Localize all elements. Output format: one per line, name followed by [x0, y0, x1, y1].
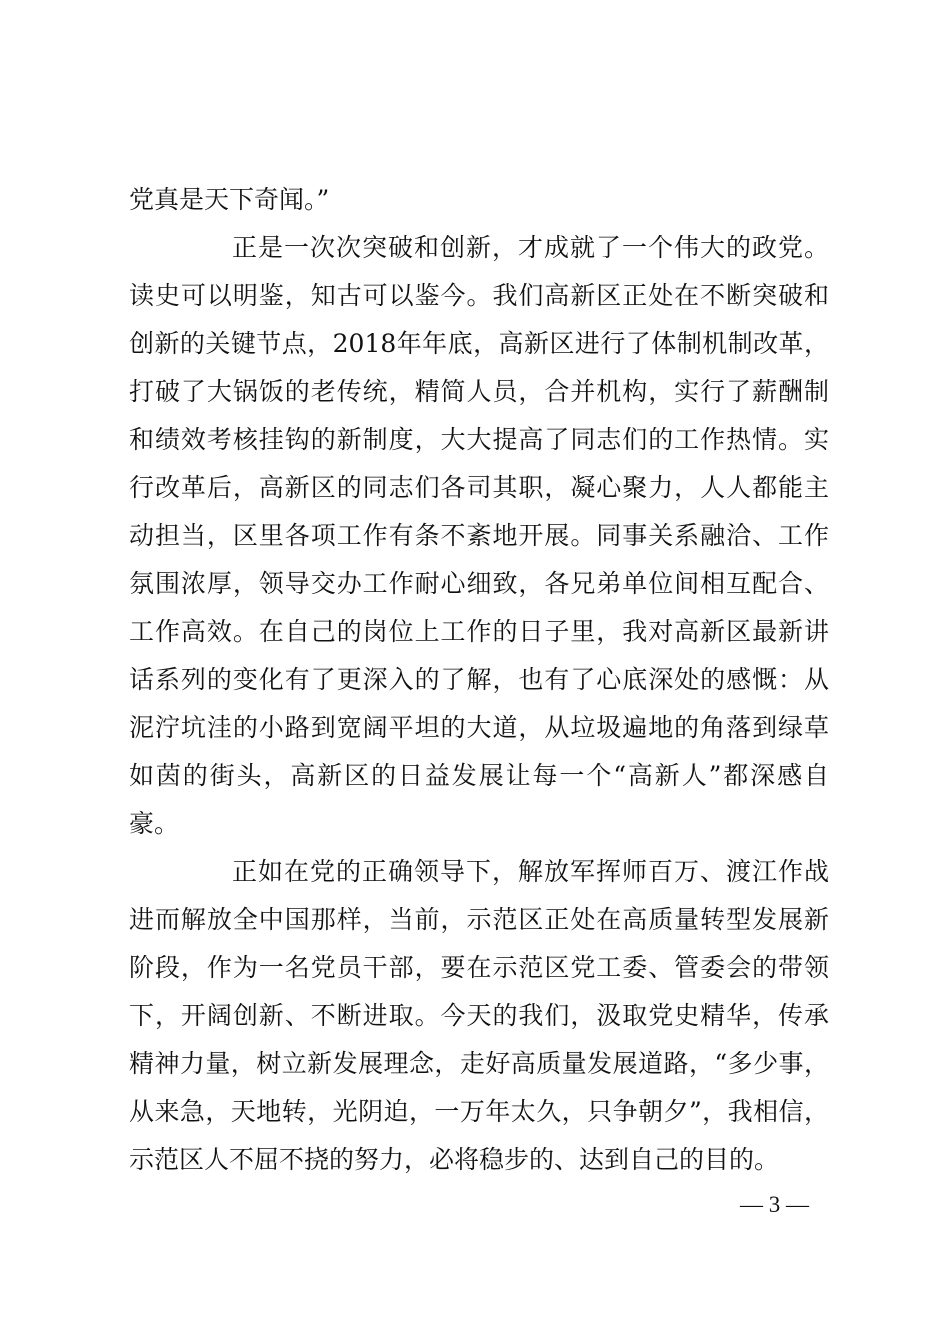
paragraph-2-line-9: 工作高效。在自己的岗位上工作的日子里，我对高新区最新讲	[129, 617, 829, 646]
paragraph-2-line-8: 氛围浓厚，领导交办工作耐心细致，各兄弟单位间相互配合、	[129, 569, 829, 598]
paragraph-2-line-2: 读史可以明鉴，知古可以鉴今。我们高新区正处在不断突破和	[129, 281, 829, 310]
paragraph-2-line-4: 打破了大锅饭的老传统，精简人员，合并机构，实行了薪酬制	[129, 377, 829, 406]
paragraph-2-line-3: 创新的关键节点，2018年年底，高新区进行了体制机制改革，	[129, 329, 829, 358]
paragraph-2-line-1: 正是一次次突破和创新，才成就了一个伟大的政党。	[232, 233, 829, 262]
paragraph-2-line-12: 如茵的街头，高新区的日益发展让每一个“高新人”都深感自	[129, 761, 829, 790]
paragraph-3-line-2: 进而解放全中国那样，当前，示范区正处在高质量转型发展新	[129, 905, 829, 934]
page-number: — 3 —	[740, 1192, 809, 1217]
paragraph-3-line-7: 示范区人不屈不挠的努力，必将稳步的、达到自己的目的。	[129, 1145, 780, 1174]
paragraph-1-line-1: 党真是天下奇闻。”	[129, 185, 330, 214]
paragraph-2-line-11: 泥泞坑洼的小路到宽阔平坦的大道，从垃圾遍地的角落到绿草	[129, 713, 829, 742]
paragraph-2-line-6: 行改革后，高新区的同志们各司其职，凝心聚力，人人都能主	[129, 473, 829, 502]
paragraph-2-line-5: 和绩效考核挂钩的新制度，大大提高了同志们的工作热情。实	[129, 425, 829, 454]
paragraph-2-line-10: 话系列的变化有了更深入的了解，也有了心底深处的感慨：从	[129, 665, 829, 694]
paragraph-2-line-7: 动担当，区里各项工作有条不紊地开展。同事关系融洽、工作	[129, 521, 829, 550]
paragraph-3-line-4: 下，开阔创新、不断进取。今天的我们，汲取党史精华，传承	[129, 1001, 829, 1030]
paragraph-3-line-6: 从来急，天地转，光阴迫，一万年太久，只争朝夕”，我相信，	[129, 1097, 829, 1126]
paragraph-3-line-5: 精神力量，树立新发展理念，走好高质量发展道路，“多少事，	[129, 1049, 829, 1078]
paragraph-2-line-13: 豪。	[129, 809, 180, 838]
paragraph-3-line-3: 阶段，作为一名党员干部，要在示范区党工委、管委会的带领	[129, 953, 829, 982]
paragraph-3-line-1: 正如在党的正确领导下，解放军挥师百万、渡江作战	[232, 857, 829, 886]
